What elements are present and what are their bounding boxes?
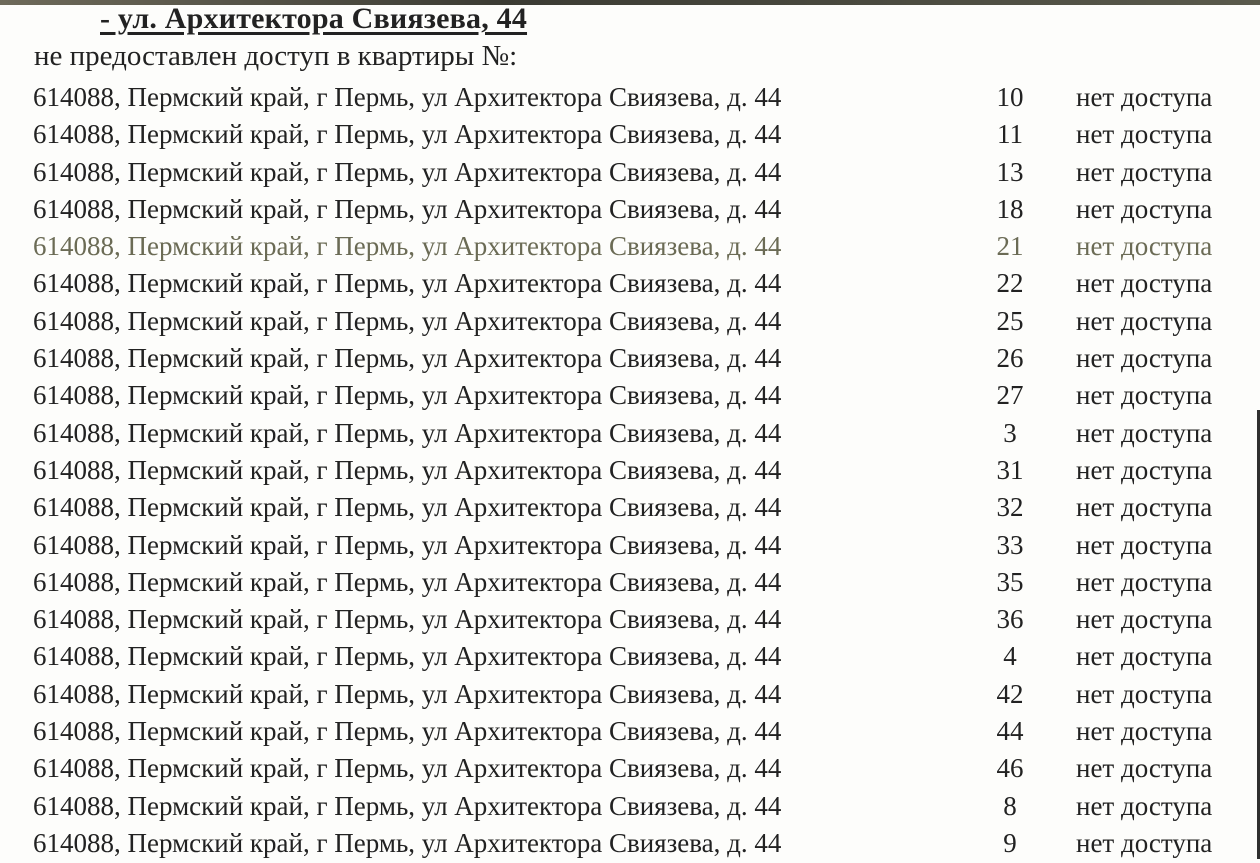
row-address: 614088, Пермский край, г Пермь, ул Архитектора Свиязева, д. 44	[33, 641, 782, 672]
list-item	[0, 639, 1260, 676]
row-address: 614088, Пермский край, г Пермь, ул Архитектора Свиязева, д. 44	[33, 156, 782, 187]
row-address: 614088, Пермский край, г Пермь, ул Архитектора Свиязева, д. 44	[33, 268, 782, 299]
row-apartment-number: 26	[996, 343, 1024, 374]
list-item	[0, 751, 1260, 788]
row-address: 614088, Пермский край, г Пермь, ул Архитектора Свиязева, д. 44	[33, 604, 782, 635]
row-status: нет доступа	[1076, 454, 1213, 485]
row-address: 614088, Пермский край, г Пермь, ул Архитектора Свиязева, д. 44	[33, 529, 782, 560]
list-item	[0, 266, 1260, 303]
list-item	[0, 416, 1260, 453]
row-address: 614088, Пермский край, г Пермь, ул Архитектора Свиязева, д. 44	[33, 790, 782, 821]
list-item	[0, 117, 1260, 154]
row-address: 614088, Пермский край, г Пермь, ул Архитектора Свиязева, д. 44	[33, 305, 782, 336]
row-apartment-number: 3	[1003, 417, 1017, 448]
row-apartment-number: 42	[996, 678, 1024, 709]
row-apartment-number: 9	[1003, 827, 1017, 858]
row-status: нет доступа	[1076, 268, 1213, 299]
row-status: нет доступа	[1076, 716, 1213, 747]
row-apartment-number: 8	[1003, 790, 1017, 821]
row-apartment-number: 4	[1003, 641, 1017, 672]
list-item	[0, 714, 1260, 751]
row-address: 614088, Пермский край, г Пермь, ул Архитектора Свиязева, д. 44	[33, 380, 782, 411]
list-item	[0, 565, 1260, 602]
list-item	[0, 155, 1260, 192]
row-status: нет доступа	[1076, 790, 1213, 821]
row-address: 614088, Пермский край, г Пермь, ул Архитектора Свиязева, д. 44	[33, 566, 782, 597]
row-status: нет доступа	[1076, 82, 1213, 112]
row-apartment-number: 46	[996, 753, 1024, 784]
row-status: нет доступа	[1076, 678, 1213, 709]
row-status: нет доступа	[1076, 156, 1213, 187]
row-address: 614088, Пермский край, г Пермь, ул Архитектора Свиязева, д. 44	[33, 231, 782, 262]
row-address: 614088, Пермский край, г Пермь, ул Архитектора Свиязева, д. 44	[33, 454, 782, 485]
list-item	[0, 490, 1260, 527]
list-item	[0, 453, 1260, 490]
row-apartment-number: 31	[996, 454, 1024, 485]
row-apartment-number: 22	[996, 268, 1024, 299]
apartment-list	[0, 80, 1260, 863]
row-status: нет доступа	[1076, 380, 1213, 411]
row-status: нет доступа	[1076, 343, 1213, 374]
row-status: нет доступа	[1076, 305, 1213, 336]
section-heading: - ул. Архитектора Свиязева, 44	[100, 2, 528, 35]
row-address: 614088, Пермский край, г Пермь, ул Архитектора Свиязева, д. 44	[33, 417, 782, 448]
row-address: 614088, Пермский край, г Пермь, ул Архитектора Свиязева, д. 44	[33, 193, 782, 224]
row-apartment-number: 35	[996, 566, 1024, 597]
row-apartment-number: 25	[996, 305, 1024, 336]
row-apartment-number: 32	[996, 492, 1024, 523]
row-apartment-number: 36	[996, 604, 1024, 635]
list-item	[0, 528, 1260, 565]
row-apartment-number: 27	[996, 380, 1024, 411]
row-apartment-number: 11	[997, 119, 1023, 150]
row-address: 614088, Пермский край, г Пермь, ул Архитектора Свиязева, д. 44	[33, 753, 782, 784]
row-status: нет доступа	[1076, 417, 1213, 448]
list-item	[0, 80, 1260, 117]
list-item	[0, 229, 1260, 266]
row-address: 614088, Пермский край, г Пермь, ул Архитектора Свиязева, д. 44	[33, 82, 782, 112]
row-status: нет доступа	[1076, 641, 1213, 672]
list-item	[0, 341, 1260, 378]
row-status: нет доступа	[1076, 604, 1213, 635]
row-apartment-number: 18	[996, 193, 1024, 224]
row-status: нет доступа	[1076, 827, 1213, 858]
list-item	[0, 677, 1260, 714]
row-address: 614088, Пермский край, г Пермь, ул Архитектора Свиязева, д. 44	[33, 492, 782, 523]
row-address: 614088, Пермский край, г Пермь, ул Архитектора Свиязева, д. 44	[33, 678, 782, 709]
list-item	[0, 192, 1260, 229]
list-item	[0, 304, 1260, 341]
row-apartment-number: 21	[996, 231, 1024, 262]
row-status: нет доступа	[1076, 119, 1213, 150]
row-status: нет доступа	[1076, 753, 1213, 784]
row-status: нет доступа	[1076, 529, 1213, 560]
row-address: 614088, Пермский край, г Пермь, ул Архитектора Свиязева, д. 44	[33, 343, 782, 374]
row-status: нет доступа	[1076, 193, 1213, 224]
row-status: нет доступа	[1076, 566, 1213, 597]
section-subheading: не предоставлен доступ в квартиры №:	[34, 40, 518, 72]
row-status: нет доступа	[1076, 231, 1213, 262]
list-item	[0, 602, 1260, 639]
row-address: 614088, Пермский край, г Пермь, ул Архитектора Свиязева, д. 44	[33, 716, 782, 747]
row-apartment-number: 10	[996, 82, 1024, 112]
row-address: 614088, Пермский край, г Пермь, ул Архитектора Свиязева, д. 44	[33, 827, 782, 858]
list-item	[0, 378, 1260, 415]
row-address: 614088, Пермский край, г Пермь, ул Архитектора Свиязева, д. 44	[33, 119, 782, 150]
row-apartment-number: 44	[996, 716, 1024, 747]
row-apartment-number: 33	[996, 529, 1024, 560]
row-status: нет доступа	[1076, 492, 1213, 523]
list-item	[0, 789, 1260, 826]
row-apartment-number: 13	[996, 156, 1024, 187]
list-item	[0, 826, 1260, 863]
